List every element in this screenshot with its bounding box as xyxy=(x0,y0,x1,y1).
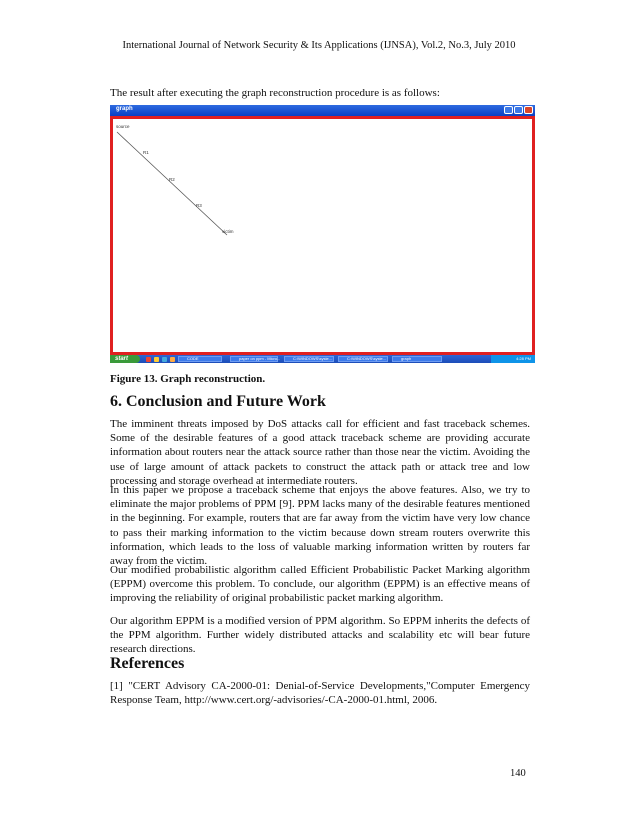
close-icon[interactable] xyxy=(524,106,533,114)
taskbar-item[interactable]: C:\WINDOWS\syste... xyxy=(284,356,334,362)
taskbar-item[interactable]: graph xyxy=(392,356,442,362)
references-heading: References xyxy=(110,655,185,672)
graph-canvas xyxy=(110,116,535,355)
window-title: graph xyxy=(116,106,133,112)
attack-path-edge xyxy=(117,132,227,235)
taskbar-item[interactable]: CODE xyxy=(178,356,222,362)
section-heading: 6. Conclusion and Future Work xyxy=(110,393,326,410)
figure-caption: Figure 13. Graph reconstruction. xyxy=(110,373,266,385)
system-tray xyxy=(491,355,535,363)
node-source: source xyxy=(116,124,130,129)
body-paragraph: Our algorithm EPPM is a modified version of PPM algorithm. So EPPM inherits the defects of the PPM algorithm. Further widely distributed attacks and scalability etc will bear future research directions. xyxy=(110,615,530,656)
maximize-icon[interactable] xyxy=(514,106,523,114)
taskbar-item[interactable]: paper on ppm - Micro... xyxy=(230,356,278,362)
taskbar-item[interactable]: C:\WINDOWS\syste... xyxy=(338,356,388,362)
node-r1: R1 xyxy=(143,150,149,155)
graph-window-screenshot xyxy=(110,105,535,363)
node-r2: R2 xyxy=(169,177,175,182)
page-number: 140 xyxy=(510,768,526,779)
quicklaunch-icon[interactable] xyxy=(154,357,159,362)
body-paragraph: In this paper we propose a traceback scheme that enjoys the above features. Also, we try to eliminate the major problems of PPM [9]. PPM lacks many of the desirable features mentioned in the beginning. For example, routers that are far away from the victim have very low chance to pass their marking information to the victim because down stream routers overwrite this information, which leads to the loss of valuable marking information written by routers far away from the victim. xyxy=(110,484,530,568)
window-titlebar xyxy=(110,105,535,116)
body-paragraph: Our modified probabilistic algorithm called Efficient Probabilistic Packet Marking algorithm (EPPM) overcome this problem. To conclude, our algorithm (EPPM) is an effective means of improving the reliability of original probabilistic packet marking algorithm. xyxy=(110,564,530,605)
quicklaunch-icon[interactable] xyxy=(162,357,167,362)
clock: 4:28 PM xyxy=(516,356,531,361)
body-paragraph: The imminent threats imposed by DoS attacks call for efficient and fast traceback schemes. Some of the desirable features of a good attack traceback scheme are providing accurate information about routers near the attack source rather than those near the victim. Avoiding the use of large amount of attack packets to construct the attack path or attack tree and low processing and storage overhead at intermediate routers. xyxy=(110,418,530,487)
running-header: International Journal of Network Security & Its Applications (IJNSA), Vol.2, No.3, July 2010 xyxy=(122,40,516,51)
node-r3: R3 xyxy=(196,203,202,208)
quicklaunch-icon[interactable] xyxy=(146,357,151,362)
reference-item: [1] "CERT Advisory CA-2000-01: Denial-of-Service Developments,"Computer Emergency Response Team, http://www.cert.org/-advisories/-CA-2000-01.html, 2006. xyxy=(110,680,530,707)
node-victim: victim xyxy=(222,229,234,234)
start-button[interactable]: start xyxy=(110,355,140,363)
minimize-icon[interactable] xyxy=(504,106,513,114)
taskbar xyxy=(110,355,535,363)
attack-path-graph xyxy=(113,119,532,352)
folder-icon[interactable] xyxy=(170,357,175,362)
intro-text: The result after executing the graph reconstruction procedure is as follows: xyxy=(110,87,440,99)
